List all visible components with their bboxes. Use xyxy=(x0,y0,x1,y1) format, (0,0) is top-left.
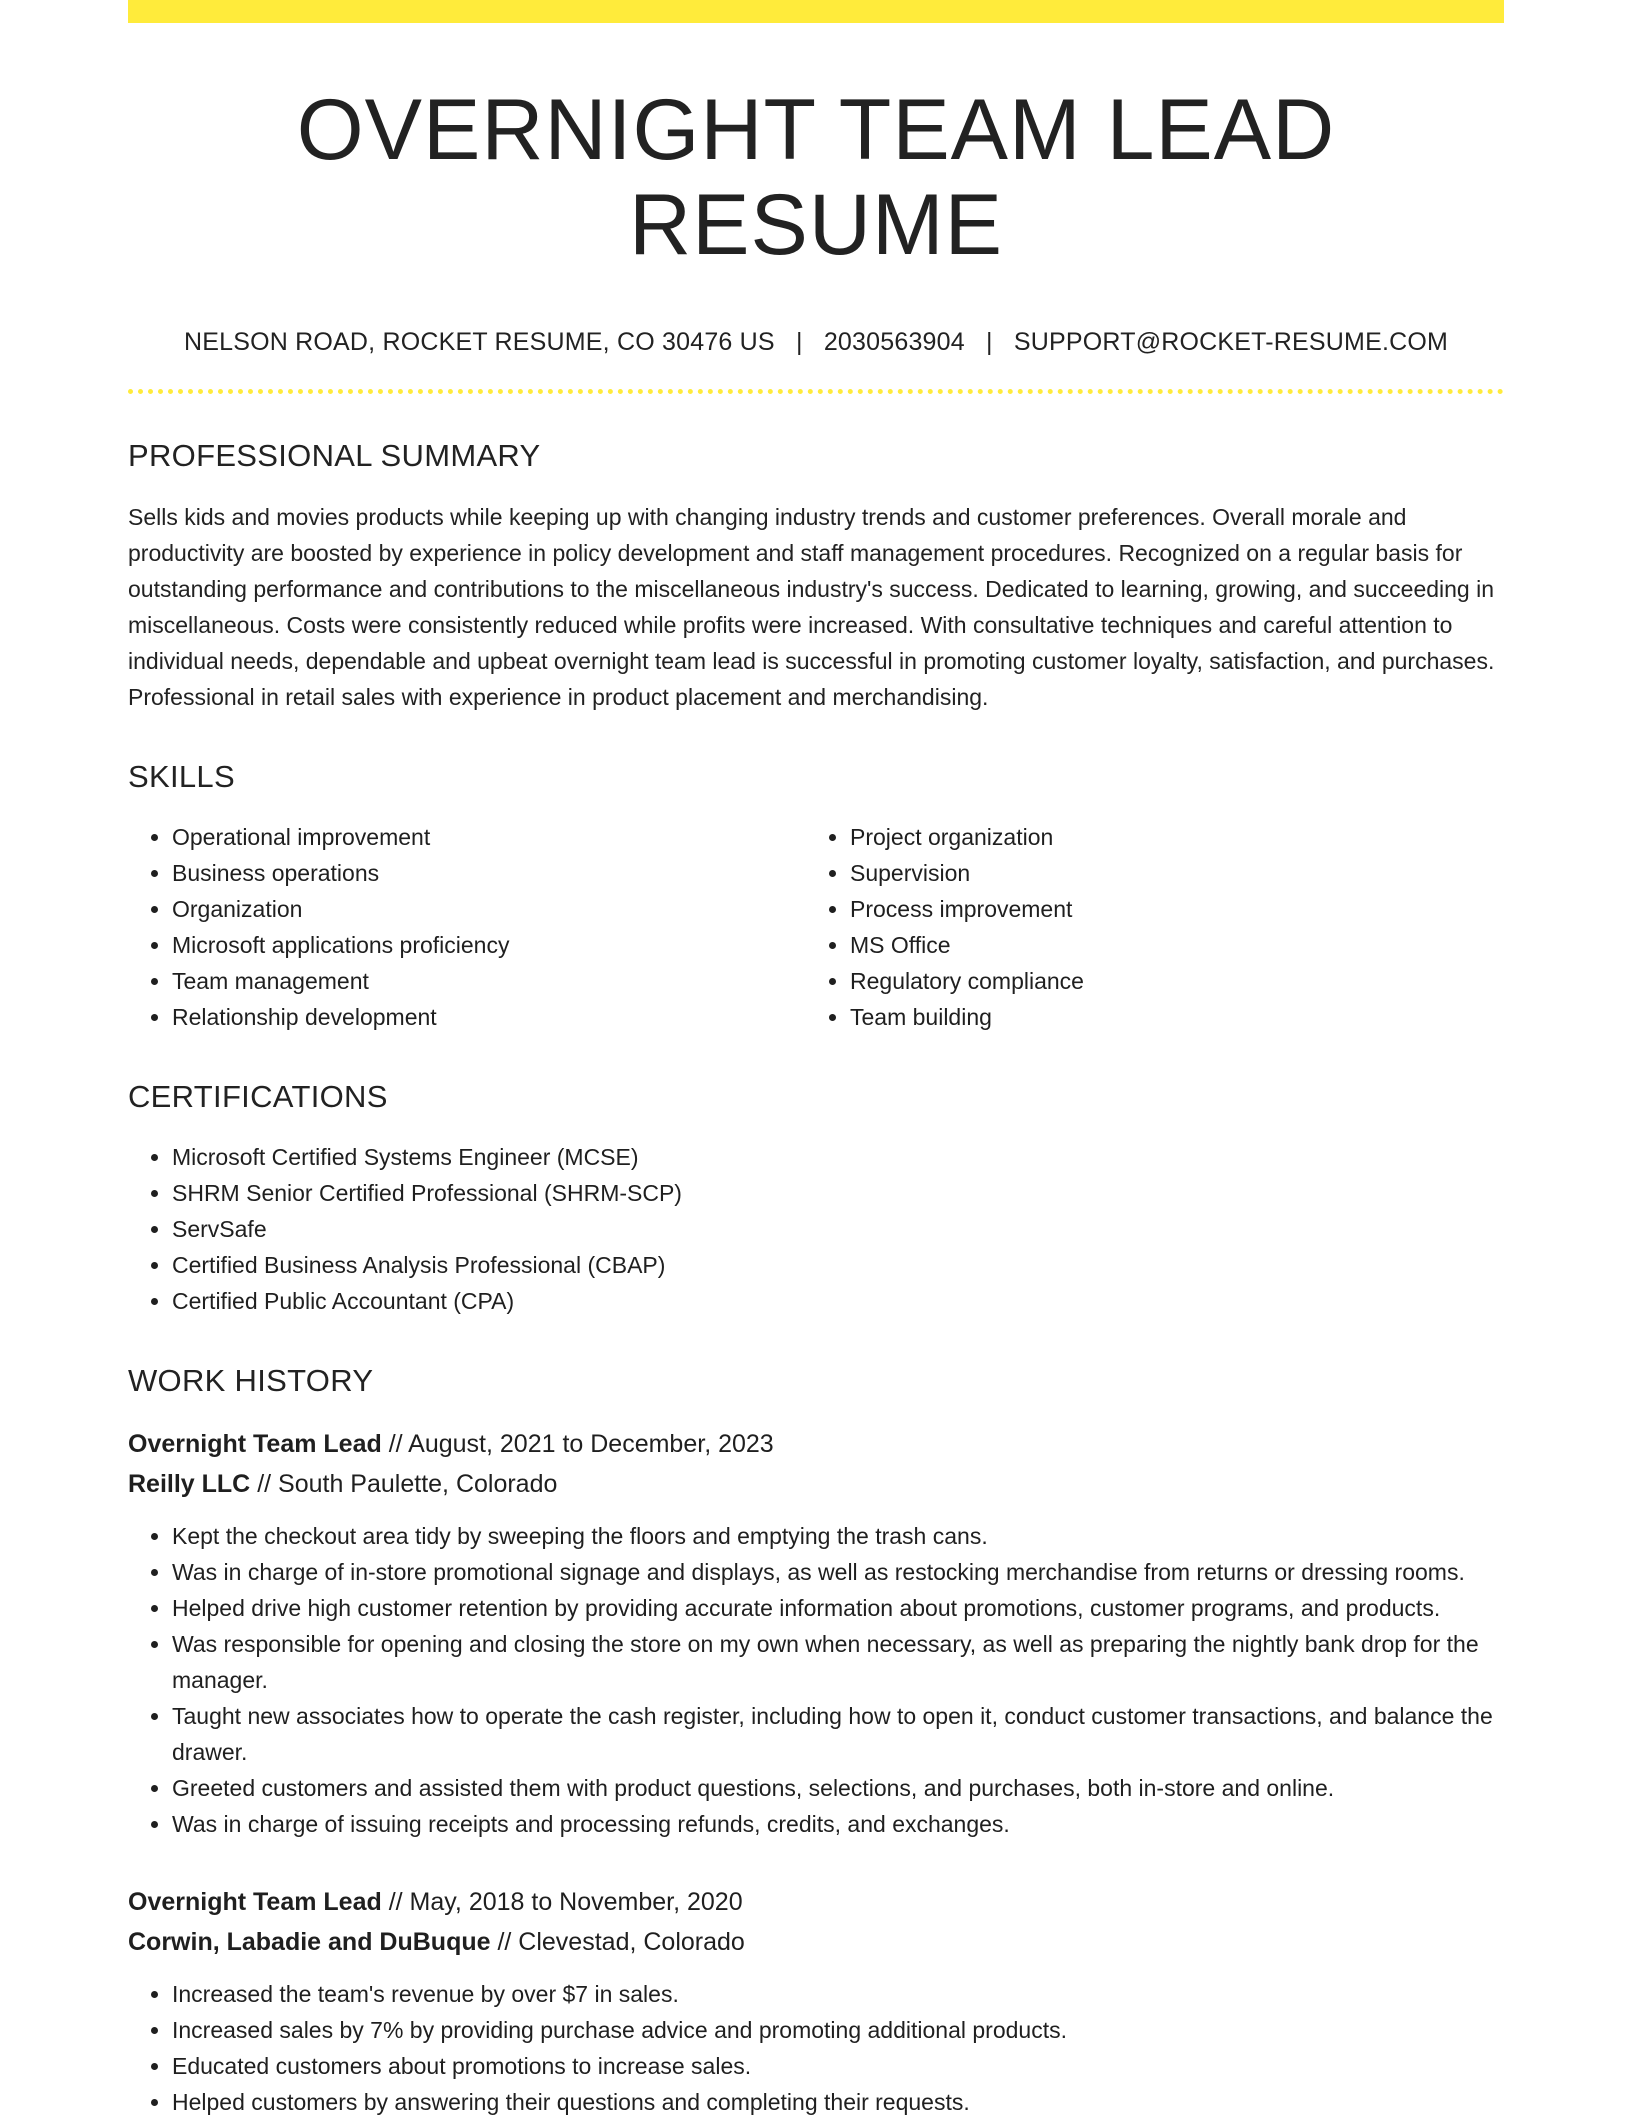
job-duty-item: • Increased sales by 7% by providing purchase advice and promoting additional products. xyxy=(172,2012,1504,2048)
skill-item: • Microsoft applications proficiency xyxy=(172,927,806,963)
work-history-heading: WORK HISTORY xyxy=(128,1363,374,1399)
job-entry xyxy=(128,1424,1504,1842)
job-duties-list xyxy=(128,1518,1504,1842)
job-location: // South Paulette, Colorado xyxy=(250,1470,558,1499)
certification-item: • Certified Business Analysis Professional (CBAP) xyxy=(172,1247,1504,1283)
job-company-line xyxy=(128,1922,1504,1962)
skill-item: • Relationship development xyxy=(172,999,806,1035)
skills-column-left xyxy=(128,819,806,1035)
skill-item: • Operational improvement xyxy=(172,819,806,855)
job-title: Overnight Team Lead xyxy=(128,1888,382,1917)
job-duty-item: • Educated customers about promotions to increase sales. xyxy=(172,2048,1504,2084)
certification-item: • SHRM Senior Certified Professional (SHRM-SCP) xyxy=(172,1175,1504,1211)
summary-heading: PROFESSIONAL SUMMARY xyxy=(128,438,541,474)
job-duty-item: • Taught new associates how to operate the cash register, including how to open it, conduct customer transactions, and balance the drawer. xyxy=(172,1698,1504,1770)
skill-item: • Organization xyxy=(172,891,806,927)
skill-item: • Team building xyxy=(850,999,1484,1035)
job-title: Overnight Team Lead xyxy=(128,1430,382,1459)
skill-item: • Business operations xyxy=(172,855,806,891)
contact-phone: 2030563904 xyxy=(823,328,965,357)
skills-list-left xyxy=(128,819,806,1035)
job-company-line xyxy=(128,1464,1504,1504)
job-duty-item: • Helped customers by answering their questions and completing their requests. xyxy=(172,2084,1504,2120)
job-dates: // August, 2021 to December, 2023 xyxy=(381,1430,774,1459)
job-duties-list xyxy=(128,1976,1504,2120)
job-duty-item: • Helped drive high customer retention by providing accurate information about promotions, customer programs, and products. xyxy=(172,1590,1504,1626)
job-entry xyxy=(128,1882,1504,2120)
summary-text: Sells kids and movies products while keeping up with changing industry trends and customer preferences. Overall morale and productivity are boosted by experience in policy development and staff management procedures. Recognized on a regular basis for outstanding performance and contributions to the miscellaneous industry's success. Dedicated to learning, growing, and succeeding in miscellaneous. Costs were consistently reduced while profits were increased. With consultative techniques and careful attention to individual needs, dependable and upbeat overnight team lead is successful in promoting customer loyalty, satisfaction, and purchases. Professional in retail sales with experience in product placement and merchandising. xyxy=(128,504,1495,711)
job-title-line xyxy=(128,1882,1504,1922)
job-duty-item: • Was responsible for opening and closing the store on my own when necessary, as well as preparing the nightly bank drop for the manager. xyxy=(172,1626,1504,1698)
job-duty-item: • Greeted customers and assisted them with product questions, selections, and purchases, both in-store and online. xyxy=(172,1770,1504,1806)
certification-item: • Certified Public Accountant (CPA) xyxy=(172,1283,1504,1319)
job-location: // Clevestad, Colorado xyxy=(490,1928,745,1957)
certification-item: • ServSafe xyxy=(172,1211,1504,1247)
skill-item: • Supervision xyxy=(850,855,1484,891)
skills-grid xyxy=(128,819,1504,1035)
job-title-line xyxy=(128,1424,1504,1464)
skill-item: • Team management xyxy=(172,963,806,999)
job-duty-item: • Was in charge of issuing receipts and processing refunds, credits, and exchanges. xyxy=(172,1806,1504,1842)
top-accent-bar xyxy=(128,0,1504,23)
certifications-list xyxy=(128,1139,1504,1319)
certification-item: • Microsoft Certified Systems Engineer (MCSE) xyxy=(172,1139,1504,1175)
page-title: OVERNIGHT TEAM LEAD RESUME xyxy=(296,82,1336,273)
contact-email: SUPPORT@ROCKET-RESUME.COM xyxy=(1013,328,1449,357)
dotted-divider xyxy=(128,389,1504,394)
skills-list-right xyxy=(806,819,1484,1035)
contact-separator: | xyxy=(986,328,993,357)
job-dates: // May, 2018 to November, 2020 xyxy=(381,1888,743,1917)
contact-address: NELSON ROAD, ROCKET RESUME, CO 30476 US xyxy=(183,328,775,357)
skill-item: • MS Office xyxy=(850,927,1484,963)
job-duty-item: • Was in charge of in-store promotional signage and displays, as well as restocking merchandise from returns or dressing rooms. xyxy=(172,1554,1504,1590)
skill-item: • Project organization xyxy=(850,819,1484,855)
job-company: Reilly LLC xyxy=(128,1470,251,1499)
resume-page xyxy=(128,0,1504,2120)
contact-separator: | xyxy=(795,328,803,357)
job-company: Corwin, Labadie and DuBuque xyxy=(128,1928,491,1957)
skills-heading: SKILLS xyxy=(128,759,235,795)
skill-item: • Process improvement xyxy=(850,891,1484,927)
contact-line xyxy=(128,328,1504,357)
job-duty-item: • Kept the checkout area tidy by sweeping the floors and emptying the trash cans. xyxy=(172,1518,1504,1554)
skills-column-right xyxy=(806,819,1484,1035)
skill-item: • Regulatory compliance xyxy=(850,963,1484,999)
job-duty-item: • Increased the team's revenue by over $7 in sales. xyxy=(172,1976,1504,2012)
certifications-heading: CERTIFICATIONS xyxy=(128,1079,388,1115)
